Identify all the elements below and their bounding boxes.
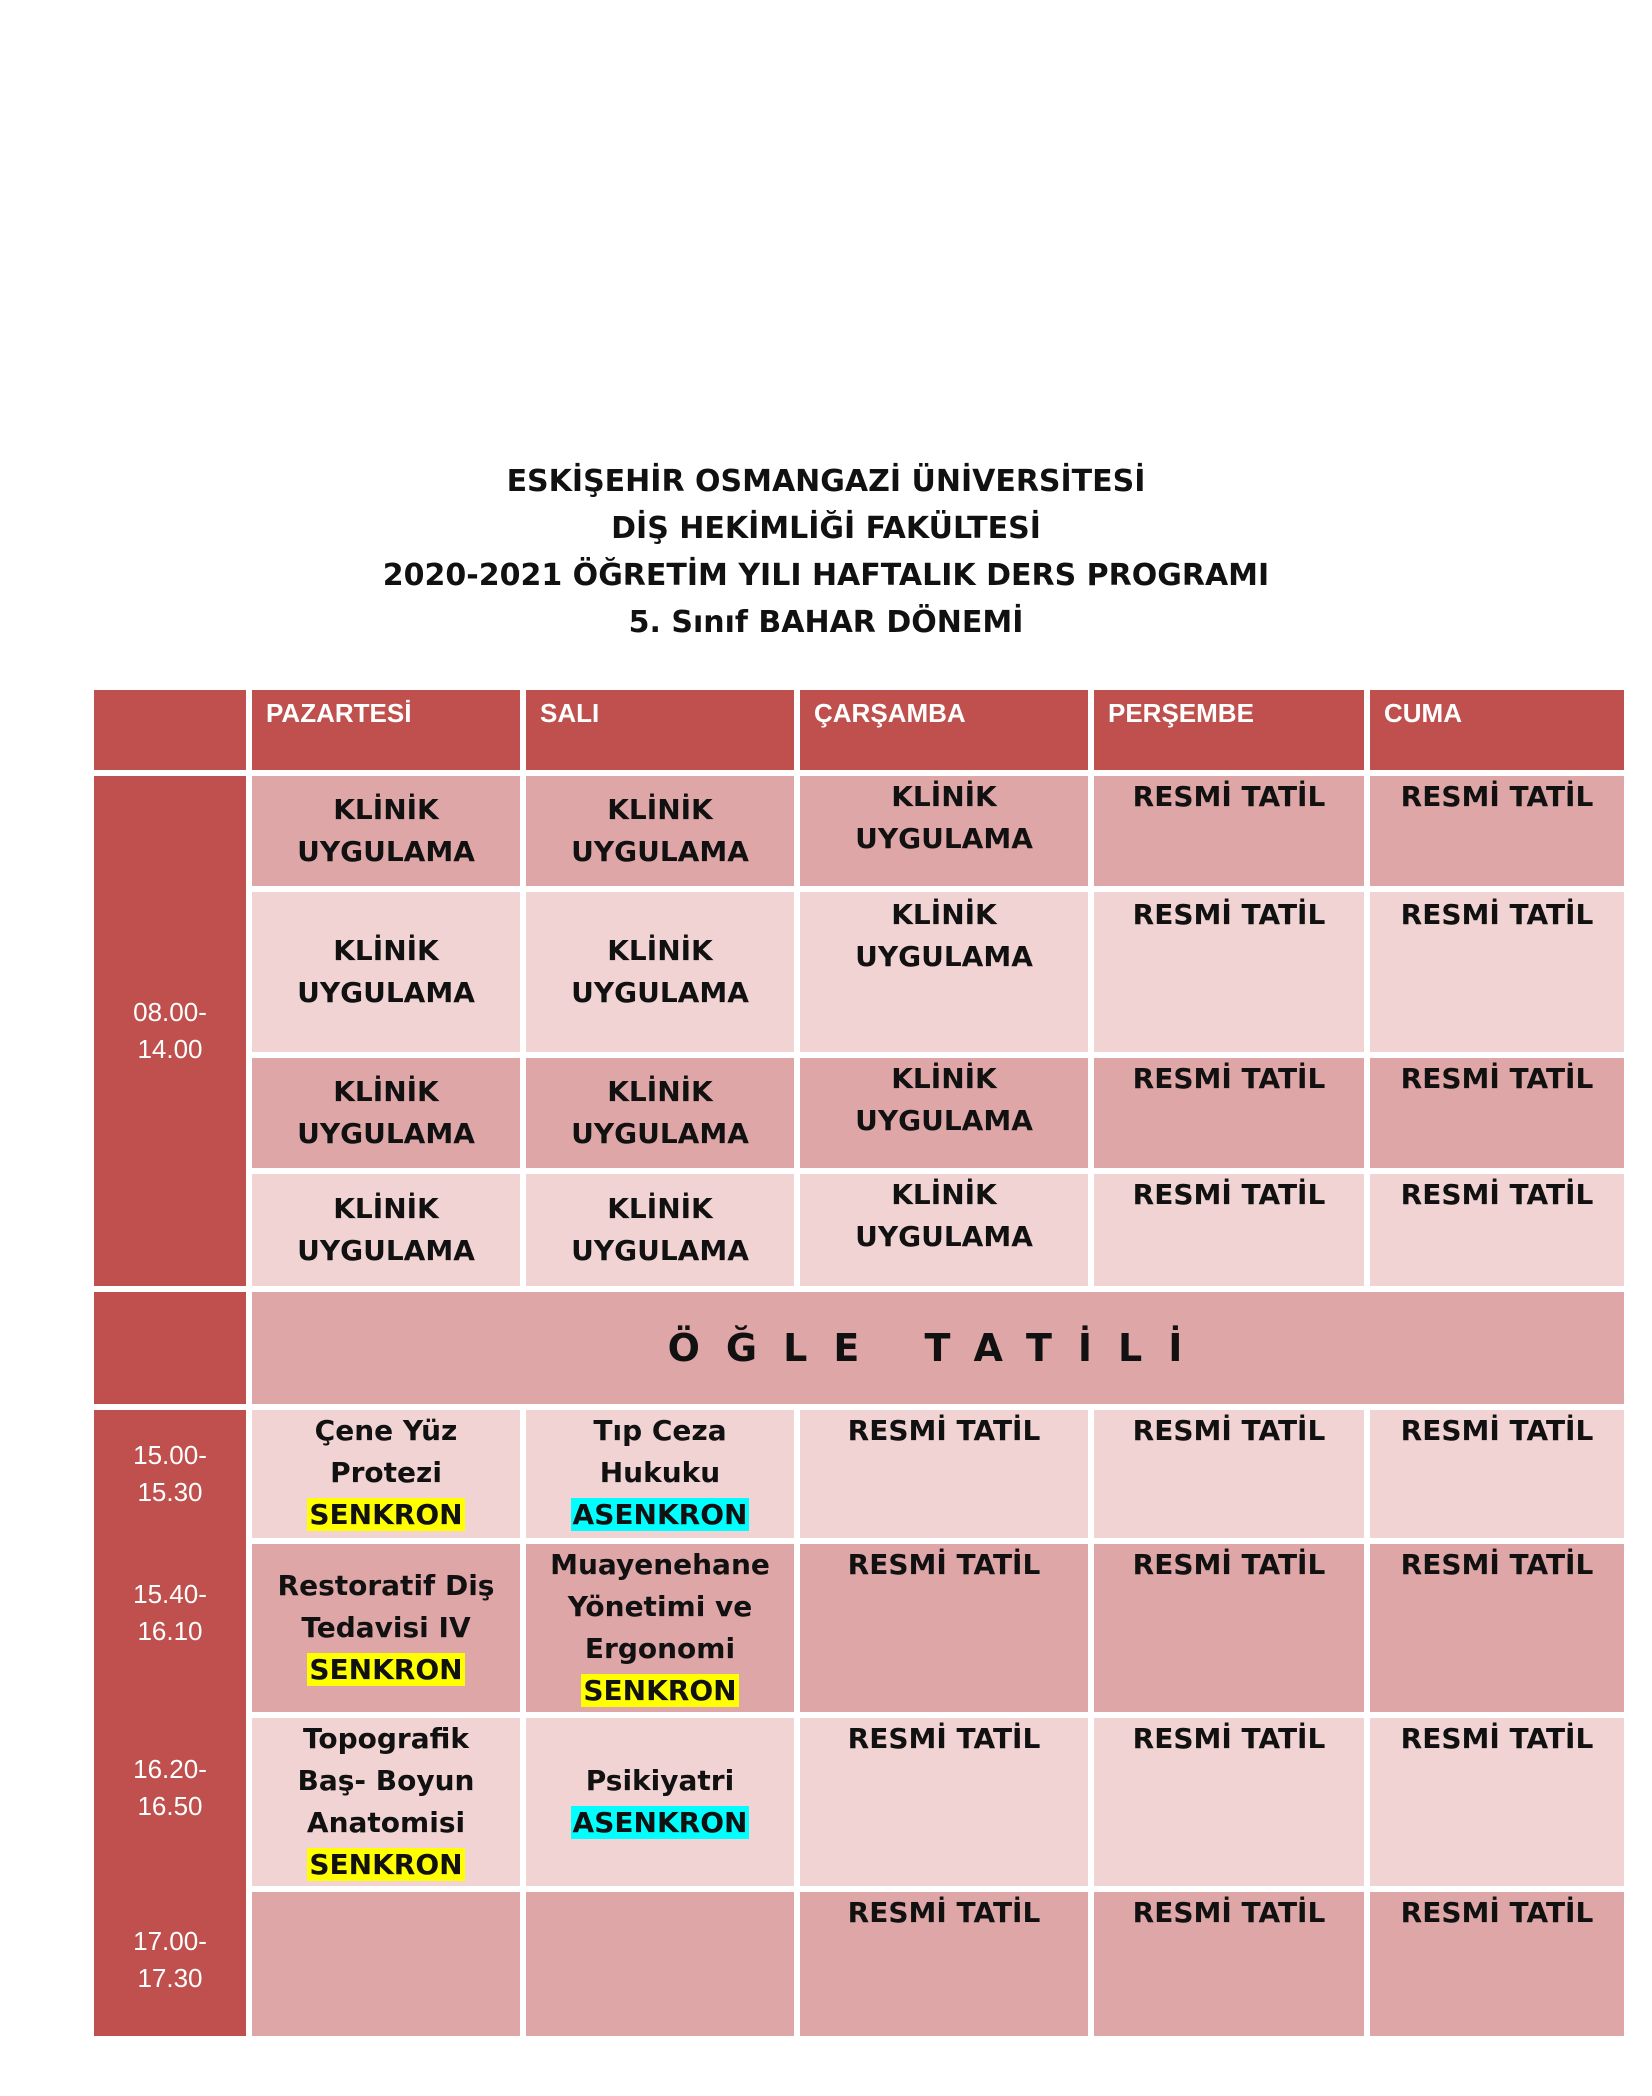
course-line: Ergonomi <box>584 1632 736 1665</box>
holiday-label: RESMİ TATİL <box>1400 1722 1594 1755</box>
course-line: KLİNİK <box>891 898 997 931</box>
time-start: 15.00- <box>133 1440 207 1470</box>
holiday-cell <box>1094 1410 1364 1538</box>
header-wednesday: ÇARŞAMBA <box>800 690 1088 770</box>
course-line: Anatomisi <box>306 1806 466 1839</box>
course-line: KLİNİK <box>333 1192 439 1225</box>
course-cell <box>526 776 794 886</box>
header-corner-cell <box>94 690 246 770</box>
holiday-cell <box>1094 1174 1364 1286</box>
course-cell <box>526 892 794 1052</box>
schedule-table <box>94 690 1624 2036</box>
course-cell <box>526 1174 794 1286</box>
time-start: 16.20- <box>133 1754 207 1784</box>
holiday-label: RESMİ TATİL <box>1132 1062 1326 1095</box>
course-line: UYGULAMA <box>855 940 1033 973</box>
course-line: UYGULAMA <box>571 1117 749 1150</box>
heading-university: ESKİŞEHİR OSMANGAZİ ÜNİVERSİTESİ <box>506 464 1146 499</box>
course-line: UYGULAMA <box>855 822 1033 855</box>
heading-program: 2020-2021 ÖĞRETİM YILI HAFTALIK DERS PROGRAMI <box>382 558 1270 593</box>
course-line: Muayenehane <box>550 1548 770 1581</box>
holiday-label: RESMİ TATİL <box>1400 780 1594 813</box>
course-cell <box>252 892 520 1052</box>
holiday-cell <box>1094 1892 1364 2036</box>
senkron-badge: SENKRON <box>309 1848 463 1881</box>
holiday-label: RESMİ TATİL <box>1400 1062 1594 1095</box>
course-line: KLİNİK <box>891 1178 997 1211</box>
course-line: UYGULAMA <box>855 1104 1033 1137</box>
course-cell <box>252 776 520 886</box>
time-start: 17.00- <box>133 1926 207 1956</box>
course-line: UYGULAMA <box>571 835 749 868</box>
holiday-label: RESMİ TATİL <box>1400 1896 1594 1929</box>
time-start: 08.00- <box>133 997 207 1027</box>
lunch-break-cell <box>252 1292 1624 1404</box>
senkron-badge: SENKRON <box>309 1653 463 1686</box>
course-line: Restoratif Diş <box>277 1569 495 1602</box>
holiday-cell <box>800 1544 1088 1712</box>
course-line: KLİNİK <box>607 1192 713 1225</box>
time-cell-1540 <box>94 1538 246 1688</box>
holiday-label: RESMİ TATİL <box>1400 1414 1594 1447</box>
course-cell <box>800 892 1088 1052</box>
holiday-cell <box>800 1410 1088 1538</box>
course-line: Yönetimi ve <box>567 1590 753 1623</box>
empty-cell <box>526 1892 794 2036</box>
asenkron-badge: ASENKRON <box>572 1498 748 1531</box>
holiday-cell <box>1370 1058 1624 1168</box>
holiday-label: RESMİ TATİL <box>847 1548 1041 1581</box>
course-cell <box>526 1718 794 1886</box>
holiday-label: RESMİ TATİL <box>847 1896 1041 1929</box>
course-line: UYGULAMA <box>297 835 475 868</box>
header-thursday: PERŞEMBE <box>1094 690 1364 770</box>
time-end: 14.00 <box>137 1034 203 1064</box>
holiday-cell <box>1094 1544 1364 1712</box>
course-cell <box>800 1058 1088 1168</box>
course-line: KLİNİK <box>891 1062 997 1095</box>
holiday-cell <box>1370 892 1624 1052</box>
course-cell <box>800 776 1088 886</box>
holiday-cell <box>1094 1058 1364 1168</box>
holiday-cell <box>1094 776 1364 886</box>
course-line: Hukuku <box>599 1456 721 1489</box>
course-cell <box>252 1544 520 1712</box>
lunch-break-label: ÖĞLE TATİLİ <box>667 1326 1209 1370</box>
header-friday: CUMA <box>1370 690 1624 770</box>
time-start: 15.40- <box>133 1579 207 1609</box>
time-end: 16.10 <box>137 1616 203 1646</box>
asenkron-badge: ASENKRON <box>572 1806 748 1839</box>
time-end: 16.50 <box>137 1791 203 1821</box>
holiday-cell <box>1094 1718 1364 1886</box>
holiday-label: RESMİ TATİL <box>1132 1896 1326 1929</box>
time-cell-1700 <box>94 1884 246 2036</box>
course-line: KLİNİK <box>607 934 713 967</box>
holiday-label: RESMİ TATİL <box>1132 1414 1326 1447</box>
course-line: Çene Yüz <box>314 1414 458 1447</box>
course-line: KLİNİK <box>607 1075 713 1108</box>
time-cell-1620 <box>94 1710 246 1866</box>
course-line: UYGULAMA <box>571 1234 749 1267</box>
course-line: Tıp Ceza <box>593 1414 727 1447</box>
header-monday: PAZARTESİ <box>252 690 520 770</box>
course-cell <box>252 1058 520 1168</box>
course-line: Psikiyatri <box>585 1764 735 1797</box>
holiday-label: RESMİ TATİL <box>1400 898 1594 931</box>
time-cell-morning <box>94 776 246 1286</box>
time-end: 15.30 <box>137 1477 203 1507</box>
holiday-cell <box>1370 1174 1624 1286</box>
course-line: UYGULAMA <box>297 976 475 1009</box>
course-line: Protezi <box>330 1456 442 1489</box>
course-line: Baş- Boyun <box>297 1764 475 1797</box>
holiday-label: RESMİ TATİL <box>847 1722 1041 1755</box>
holiday-label: RESMİ TATİL <box>1132 1722 1326 1755</box>
holiday-cell <box>800 1892 1088 2036</box>
course-cell <box>526 1058 794 1168</box>
course-line: KLİNİK <box>333 1075 439 1108</box>
course-line: UYGULAMA <box>855 1220 1033 1253</box>
course-line: KLİNİK <box>333 793 439 826</box>
holiday-label: RESMİ TATİL <box>847 1414 1041 1447</box>
holiday-label: RESMİ TATİL <box>1400 1178 1594 1211</box>
course-cell <box>800 1174 1088 1286</box>
course-cell <box>252 1174 520 1286</box>
course-cell <box>252 1410 520 1538</box>
holiday-label: RESMİ TATİL <box>1132 780 1326 813</box>
holiday-label: RESMİ TATİL <box>1400 1548 1594 1581</box>
time-end: 17.30 <box>137 1963 203 1993</box>
document-heading <box>0 458 1652 646</box>
course-line: UYGULAMA <box>571 976 749 1009</box>
course-cell <box>526 1410 794 1538</box>
holiday-cell <box>800 1718 1088 1886</box>
senkron-badge: SENKRON <box>309 1498 463 1531</box>
holiday-cell <box>1094 892 1364 1052</box>
course-line: KLİNİK <box>607 793 713 826</box>
empty-cell <box>252 1892 520 2036</box>
holiday-label: RESMİ TATİL <box>1132 898 1326 931</box>
course-line: Tedavisi IV <box>301 1611 471 1644</box>
course-line: Topografik <box>302 1722 470 1755</box>
heading-faculty: DİŞ HEKİMLİĞİ FAKÜLTESİ <box>611 511 1041 546</box>
course-line: UYGULAMA <box>297 1234 475 1267</box>
holiday-cell <box>1370 1718 1624 1886</box>
holiday-label: RESMİ TATİL <box>1132 1178 1326 1211</box>
holiday-label: RESMİ TATİL <box>1132 1548 1326 1581</box>
holiday-cell <box>1370 776 1624 886</box>
course-line: KLİNİK <box>891 780 997 813</box>
course-cell <box>526 1544 794 1712</box>
header-tuesday: SALI <box>526 690 794 770</box>
course-line: KLİNİK <box>333 934 439 967</box>
heading-term: 5. Sınıf BAHAR DÖNEMİ <box>628 605 1024 640</box>
holiday-cell <box>1370 1892 1624 2036</box>
lunch-time-cell <box>94 1292 246 1404</box>
time-cell-1500 <box>94 1410 246 1538</box>
holiday-cell <box>1370 1410 1624 1538</box>
course-cell <box>252 1718 520 1886</box>
senkron-badge: SENKRON <box>583 1674 737 1707</box>
holiday-cell <box>1370 1544 1624 1712</box>
course-line: UYGULAMA <box>297 1117 475 1150</box>
